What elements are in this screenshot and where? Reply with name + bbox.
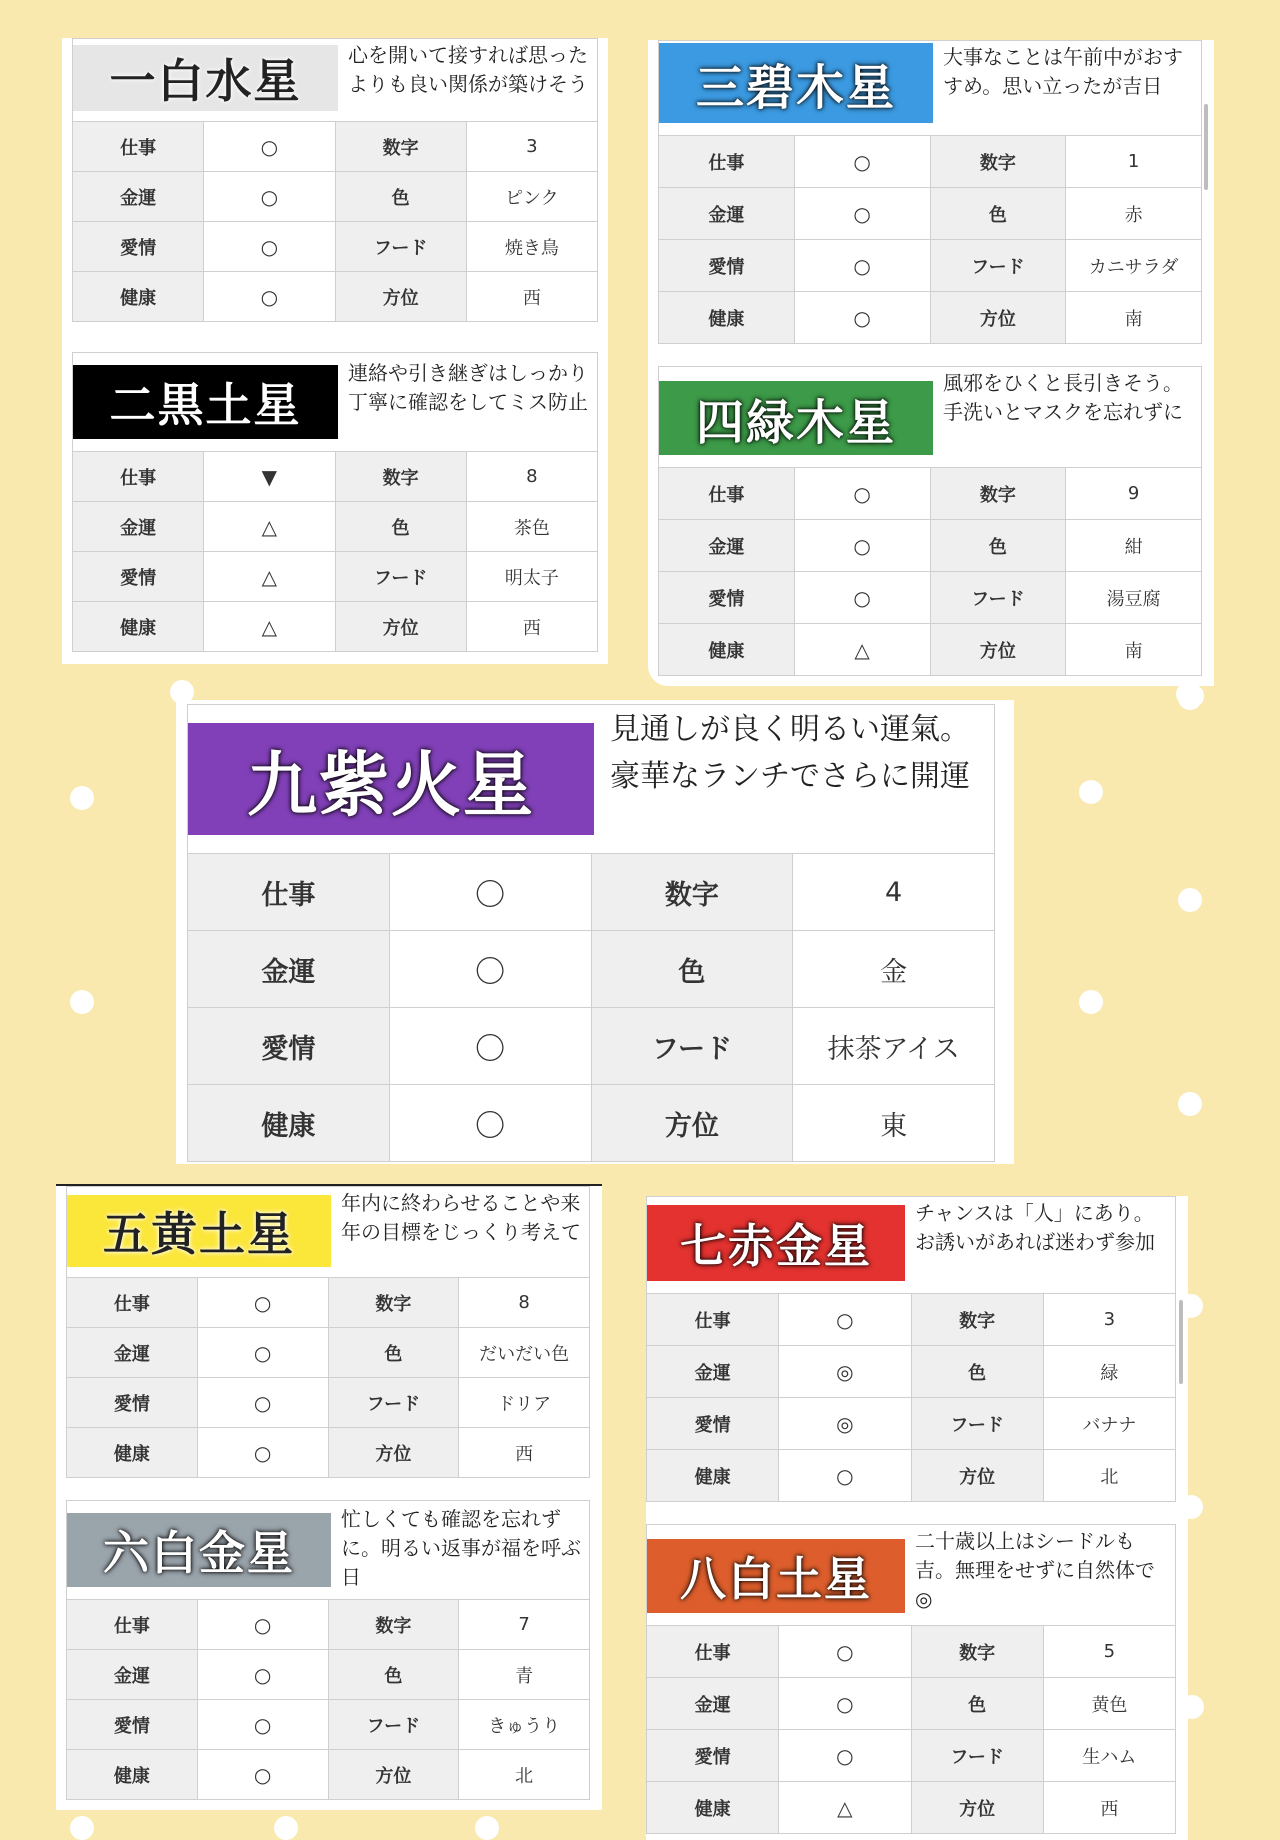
- card-header: [658, 40, 1202, 135]
- polka-dot: [70, 786, 94, 810]
- value-number: 3: [1043, 1294, 1175, 1346]
- value-health: ○: [197, 1750, 328, 1800]
- value-love: 〇: [389, 1008, 591, 1085]
- value-color: 金: [793, 931, 995, 1008]
- label-work: 仕事: [647, 1626, 779, 1678]
- fortune-message: 見通しが良く明るい運氣。豪華なランチでさらに開運: [610, 712, 970, 794]
- label-work: 仕事: [659, 468, 795, 520]
- polka-dot: [475, 1816, 499, 1840]
- label-color: 色: [335, 502, 466, 552]
- label-food: フード: [911, 1398, 1043, 1450]
- label-color: 色: [930, 188, 1066, 240]
- star-label: 六白金星: [67, 1513, 331, 1587]
- label-love: 愛情: [73, 222, 204, 272]
- value-money: ◎: [779, 1346, 911, 1398]
- label-food: フード: [335, 222, 466, 272]
- value-number: 9: [1066, 468, 1202, 520]
- value-food: 生ハム: [1043, 1730, 1175, 1782]
- value-number: 8: [459, 1278, 590, 1328]
- label-direction: 方位: [328, 1428, 459, 1478]
- value-money: ○: [204, 172, 335, 222]
- label-money: 金運: [647, 1678, 779, 1730]
- fortune-panel-left-bottom: [56, 1184, 602, 1810]
- value-food: 湯豆腐: [1066, 572, 1202, 624]
- fortune-table: [646, 1293, 1176, 1502]
- value-work: ○: [197, 1278, 328, 1328]
- value-love: △: [204, 552, 335, 602]
- star-label: 九紫火星: [188, 723, 594, 835]
- label-love: 愛情: [67, 1378, 198, 1428]
- value-love: ○: [779, 1730, 911, 1782]
- value-color: 紺: [1066, 520, 1202, 572]
- label-love: 愛情: [659, 572, 795, 624]
- value-health: ○: [779, 1450, 911, 1502]
- label-direction: 方位: [930, 624, 1066, 676]
- fortune-table: [646, 1625, 1176, 1834]
- value-love: ◎: [779, 1398, 911, 1450]
- card-header: [646, 1196, 1176, 1293]
- label-money: 金運: [73, 172, 204, 222]
- card-header: [646, 1524, 1176, 1625]
- label-direction: 方位: [328, 1750, 459, 1800]
- fortune-message: チャンスは「人」にあり。お誘いがあれば迷わず参加: [915, 1201, 1155, 1254]
- star-label: 四緑木星: [659, 381, 933, 455]
- fortune-message: 大事なことは午前中がおすすめ。思い立ったが吉日: [943, 45, 1183, 98]
- star-label: 二黒土星: [73, 365, 338, 439]
- label-work: 仕事: [659, 136, 795, 188]
- label-money: 金運: [67, 1650, 198, 1700]
- value-health: ○: [204, 272, 335, 322]
- value-work: ○: [779, 1294, 911, 1346]
- value-health: ○: [794, 292, 930, 344]
- label-direction: 方位: [911, 1782, 1043, 1834]
- label-money: 金運: [659, 520, 795, 572]
- label-number: 数字: [911, 1626, 1043, 1678]
- polka-dot: [70, 990, 94, 1014]
- label-health: 健康: [659, 624, 795, 676]
- value-food: 明太子: [466, 552, 597, 602]
- label-direction: 方位: [930, 292, 1066, 344]
- value-food: 抹茶アイス: [793, 1008, 995, 1085]
- value-color: 青: [459, 1650, 590, 1700]
- fortune-message: 連絡や引き継ぎはしっかり丁寧に確認をしてミス防止: [348, 361, 588, 414]
- value-direction: 南: [1066, 292, 1202, 344]
- label-food: フード: [335, 552, 466, 602]
- fortune-table: [658, 467, 1202, 676]
- label-health: 健康: [647, 1450, 779, 1502]
- polka-dot: [70, 1816, 94, 1840]
- value-direction: 西: [466, 272, 597, 322]
- label-number: 数字: [591, 854, 793, 931]
- label-work: 仕事: [73, 452, 204, 502]
- value-direction: 西: [466, 602, 597, 652]
- label-food: フード: [591, 1008, 793, 1085]
- fortune-message: 二十歳以上はシードルも吉。無理をせずに自然体で◎: [915, 1529, 1155, 1611]
- value-number: 3: [466, 122, 597, 172]
- fortune-message: 年内に終わらせることや来年の目標をじっくり考えて: [341, 1191, 581, 1244]
- value-health: △: [794, 624, 930, 676]
- value-color: 茶色: [466, 502, 597, 552]
- value-love: ○: [794, 240, 930, 292]
- label-direction: 方位: [911, 1450, 1043, 1502]
- fortune-table: [72, 121, 598, 322]
- label-love: 愛情: [67, 1700, 198, 1750]
- value-number: 4: [793, 854, 995, 931]
- label-health: 健康: [67, 1750, 198, 1800]
- value-money: ○: [197, 1328, 328, 1378]
- label-number: 数字: [335, 452, 466, 502]
- fortune-message: 忙しくても確認を忘れずに。明るい返事が福を呼ぶ日: [341, 1507, 581, 1589]
- value-number: 7: [459, 1600, 590, 1650]
- label-love: 愛情: [647, 1398, 779, 1450]
- label-health: 健康: [647, 1782, 779, 1834]
- card-header: [72, 38, 598, 121]
- label-work: 仕事: [67, 1278, 198, 1328]
- fortune-table: [66, 1599, 590, 1800]
- label-number: 数字: [328, 1278, 459, 1328]
- fortune-message: 風邪をひくと長引きそう。手洗いとマスクを忘れずに: [943, 371, 1183, 424]
- label-love: 愛情: [73, 552, 204, 602]
- fortune-table: [72, 451, 598, 652]
- label-health: 健康: [73, 272, 204, 322]
- value-direction: 西: [1043, 1782, 1175, 1834]
- value-number: 8: [466, 452, 597, 502]
- label-money: 金運: [188, 931, 390, 1008]
- label-money: 金運: [647, 1346, 779, 1398]
- label-color: 色: [930, 520, 1066, 572]
- label-number: 数字: [911, 1294, 1043, 1346]
- label-money: 金運: [73, 502, 204, 552]
- label-love: 愛情: [659, 240, 795, 292]
- value-health: △: [204, 602, 335, 652]
- label-health: 健康: [188, 1085, 390, 1162]
- value-direction: 東: [793, 1085, 995, 1162]
- value-work: ○: [794, 468, 930, 520]
- label-color: 色: [328, 1328, 459, 1378]
- label-color: 色: [911, 1346, 1043, 1398]
- label-direction: 方位: [591, 1085, 793, 1162]
- label-number: 数字: [335, 122, 466, 172]
- label-money: 金運: [67, 1328, 198, 1378]
- value-food: 焼き鳥: [466, 222, 597, 272]
- value-work: ○: [197, 1600, 328, 1650]
- label-food: フード: [911, 1730, 1043, 1782]
- value-health: 〇: [389, 1085, 591, 1162]
- value-direction: 北: [1043, 1450, 1175, 1502]
- value-number: 1: [1066, 136, 1202, 188]
- value-work: ▼: [204, 452, 335, 502]
- value-money: ○: [794, 520, 930, 572]
- star-label: 一白水星: [73, 45, 338, 111]
- label-number: 数字: [328, 1600, 459, 1650]
- label-color: 色: [328, 1650, 459, 1700]
- label-color: 色: [335, 172, 466, 222]
- label-color: 色: [911, 1678, 1043, 1730]
- card-header: [66, 1186, 590, 1277]
- value-money: 〇: [389, 931, 591, 1008]
- card-header: [658, 366, 1202, 467]
- value-work: 〇: [389, 854, 591, 931]
- label-food: フード: [328, 1378, 459, 1428]
- value-direction: 北: [459, 1750, 590, 1800]
- value-money: ○: [197, 1650, 328, 1700]
- value-food: ドリア: [459, 1378, 590, 1428]
- fortune-card-ippaku-suisei: [62, 38, 608, 664]
- scrollbar[interactable]: [1179, 1300, 1183, 1384]
- label-food: フード: [328, 1700, 459, 1750]
- polka-dot: [274, 1816, 298, 1840]
- value-number: 5: [1043, 1626, 1175, 1678]
- value-love: ○: [197, 1378, 328, 1428]
- value-direction: 西: [459, 1428, 590, 1478]
- value-direction: 南: [1066, 624, 1202, 676]
- fortune-card-kyushi-kasei: [176, 700, 1014, 1164]
- label-money: 金運: [659, 188, 795, 240]
- card-header: [66, 1500, 590, 1599]
- value-health: ○: [197, 1428, 328, 1478]
- label-color: 色: [591, 931, 793, 1008]
- polka-dot: [1079, 990, 1103, 1014]
- value-food: カニサラダ: [1066, 240, 1202, 292]
- value-work: ○: [204, 122, 335, 172]
- polka-dot: [1079, 780, 1103, 804]
- label-health: 健康: [67, 1428, 198, 1478]
- value-health: △: [779, 1782, 911, 1834]
- value-color: ピンク: [466, 172, 597, 222]
- polka-dot: [1178, 1092, 1202, 1116]
- value-food: バナナ: [1043, 1398, 1175, 1450]
- value-color: 緑: [1043, 1346, 1175, 1398]
- fortune-table: [187, 853, 995, 1162]
- value-love: ○: [794, 572, 930, 624]
- label-food: フード: [930, 240, 1066, 292]
- value-work: ○: [794, 136, 930, 188]
- star-label: 七赤金星: [647, 1205, 905, 1281]
- value-love: ○: [204, 222, 335, 272]
- value-money: ○: [794, 188, 930, 240]
- fortune-panel-right-top: [648, 40, 1214, 686]
- value-money: ○: [779, 1678, 911, 1730]
- fortune-table: [658, 135, 1202, 344]
- card-header: [72, 352, 598, 451]
- label-love: 愛情: [188, 1008, 390, 1085]
- fortune-table: [66, 1277, 590, 1478]
- polka-dot: [1178, 888, 1202, 912]
- value-color: だいだい色: [459, 1328, 590, 1378]
- scrollbar[interactable]: [1204, 104, 1208, 190]
- label-work: 仕事: [188, 854, 390, 931]
- label-love: 愛情: [647, 1730, 779, 1782]
- value-food: きゅうり: [459, 1700, 590, 1750]
- card-header: [187, 704, 995, 853]
- value-work: ○: [779, 1626, 911, 1678]
- fortune-panel-right-bottom: [646, 1196, 1188, 1840]
- value-color: 赤: [1066, 188, 1202, 240]
- value-color: 黄色: [1043, 1678, 1175, 1730]
- label-food: フード: [930, 572, 1066, 624]
- star-label: 五黄土星: [67, 1195, 331, 1267]
- value-money: △: [204, 502, 335, 552]
- star-label: 三碧木星: [659, 43, 933, 123]
- star-label: 八白土星: [647, 1539, 905, 1613]
- label-work: 仕事: [647, 1294, 779, 1346]
- label-work: 仕事: [67, 1600, 198, 1650]
- label-number: 数字: [930, 136, 1066, 188]
- fortune-message: 心を開いて接すれば思ったよりも良い関係が築けそう: [348, 43, 588, 96]
- label-work: 仕事: [73, 122, 204, 172]
- label-direction: 方位: [335, 602, 466, 652]
- label-health: 健康: [73, 602, 204, 652]
- label-health: 健康: [659, 292, 795, 344]
- value-love: ○: [197, 1700, 328, 1750]
- label-direction: 方位: [335, 272, 466, 322]
- label-number: 数字: [930, 468, 1066, 520]
